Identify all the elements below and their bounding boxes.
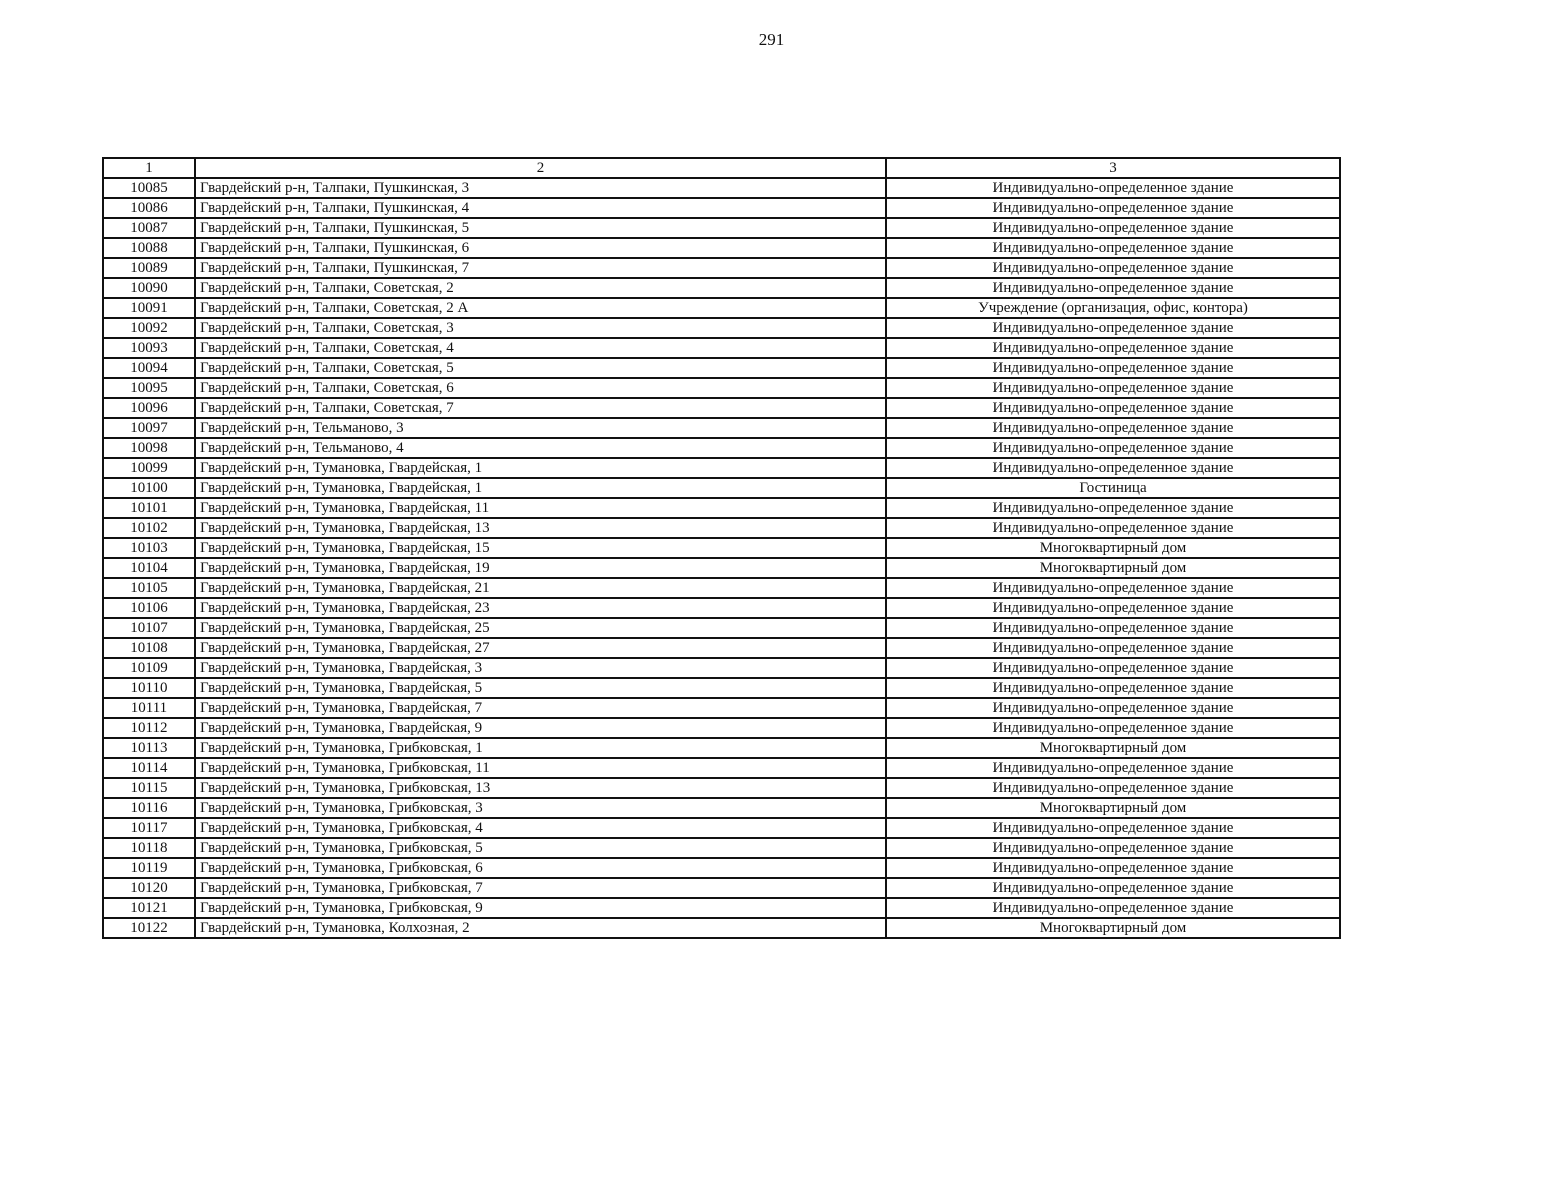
building-type-cell: Индивидуально-определенное здание	[886, 218, 1340, 238]
building-type-cell: Индивидуально-определенное здание	[886, 618, 1340, 638]
table-row	[103, 598, 1340, 618]
address-cell: Гвардейский р-н, Тумановка, Грибковская, 9	[195, 898, 886, 918]
building-type-cell: Индивидуально-определенное здание	[886, 658, 1340, 678]
table-row	[103, 558, 1340, 578]
table-row	[103, 678, 1340, 698]
address-cell: Гвардейский р-н, Тумановка, Гвардейская, 11	[195, 498, 886, 518]
table-row	[103, 898, 1340, 918]
address-cell: Гвардейский р-н, Тумановка, Гвардейская, 23	[195, 598, 886, 618]
table-body	[103, 178, 1340, 938]
row-number-cell: 10086	[103, 198, 195, 218]
row-number-cell: 10090	[103, 278, 195, 298]
address-cell: Гвардейский р-н, Тельманово, 4	[195, 438, 886, 458]
building-type-cell: Индивидуально-определенное здание	[886, 318, 1340, 338]
address-cell: Гвардейский р-н, Тумановка, Грибковская, 11	[195, 758, 886, 778]
table-row	[103, 498, 1340, 518]
row-number-cell: 10102	[103, 518, 195, 538]
row-number-cell: 10103	[103, 538, 195, 558]
row-number-cell: 10114	[103, 758, 195, 778]
row-number-cell: 10105	[103, 578, 195, 598]
address-cell: Гвардейский р-н, Тумановка, Гвардейская, 7	[195, 698, 886, 718]
building-type-cell: Индивидуально-определенное здание	[886, 458, 1340, 478]
building-type-cell: Индивидуально-определенное здание	[886, 838, 1340, 858]
table-row	[103, 638, 1340, 658]
row-number-cell: 10107	[103, 618, 195, 638]
building-type-cell: Многоквартирный дом	[886, 558, 1340, 578]
building-type-cell: Индивидуально-определенное здание	[886, 258, 1340, 278]
address-cell: Гвардейский р-н, Тумановка, Гвардейская, 21	[195, 578, 886, 598]
address-cell: Гвардейский р-н, Тумановка, Грибковская, 3	[195, 798, 886, 818]
table-row	[103, 318, 1340, 338]
table-header-row	[103, 158, 1340, 178]
table-row	[103, 298, 1340, 318]
building-type-cell: Индивидуально-определенное здание	[886, 678, 1340, 698]
building-type-cell: Индивидуально-определенное здание	[886, 398, 1340, 418]
table-row	[103, 458, 1340, 478]
row-number-cell: 10089	[103, 258, 195, 278]
table-row	[103, 578, 1340, 598]
table-row	[103, 618, 1340, 638]
address-cell: Гвардейский р-н, Тумановка, Грибковская, 4	[195, 818, 886, 838]
table-row	[103, 258, 1340, 278]
building-type-cell: Многоквартирный дом	[886, 918, 1340, 938]
row-number-cell: 10085	[103, 178, 195, 198]
address-cell: Гвардейский р-н, Тумановка, Гвардейская, 27	[195, 638, 886, 658]
table-row	[103, 438, 1340, 458]
address-cell: Гвардейский р-н, Талпаки, Советская, 7	[195, 398, 886, 418]
building-type-cell: Индивидуально-определенное здание	[886, 718, 1340, 738]
address-cell: Гвардейский р-н, Талпаки, Советская, 3	[195, 318, 886, 338]
row-number-cell: 10101	[103, 498, 195, 518]
row-number-cell: 10100	[103, 478, 195, 498]
address-cell: Гвардейский р-н, Талпаки, Советская, 4	[195, 338, 886, 358]
row-number-cell: 10120	[103, 878, 195, 898]
building-type-cell: Многоквартирный дом	[886, 798, 1340, 818]
row-number-cell: 10092	[103, 318, 195, 338]
row-number-cell: 10118	[103, 838, 195, 858]
table-row	[103, 758, 1340, 778]
address-cell: Гвардейский р-н, Тумановка, Грибковская, 1	[195, 738, 886, 758]
building-type-cell: Индивидуально-определенное здание	[886, 498, 1340, 518]
table-row	[103, 878, 1340, 898]
building-type-cell: Индивидуально-определенное здание	[886, 418, 1340, 438]
row-number-cell: 10093	[103, 338, 195, 358]
address-cell: Гвардейский р-н, Тумановка, Гвардейская, 19	[195, 558, 886, 578]
address-cell: Гвардейский р-н, Талпаки, Советская, 6	[195, 378, 886, 398]
table-row	[103, 398, 1340, 418]
address-cell: Гвардейский р-н, Тумановка, Гвардейская, 3	[195, 658, 886, 678]
building-type-cell: Гостиница	[886, 478, 1340, 498]
header-cell-number: 1	[103, 158, 195, 178]
building-type-cell: Индивидуально-определенное здание	[886, 278, 1340, 298]
building-type-cell: Индивидуально-определенное здание	[886, 898, 1340, 918]
building-type-cell: Индивидуально-определенное здание	[886, 238, 1340, 258]
address-cell: Гвардейский р-н, Тумановка, Гвардейская, 1	[195, 478, 886, 498]
row-number-cell: 10095	[103, 378, 195, 398]
table-row	[103, 838, 1340, 858]
building-type-cell: Индивидуально-определенное здание	[886, 598, 1340, 618]
table-row	[103, 798, 1340, 818]
table-row	[103, 238, 1340, 258]
building-type-cell: Многоквартирный дом	[886, 738, 1340, 758]
address-cell: Гвардейский р-н, Тумановка, Колхозная, 2	[195, 918, 886, 938]
row-number-cell: 10104	[103, 558, 195, 578]
header-cell-address: 2	[195, 158, 886, 178]
building-type-cell: Индивидуально-определенное здание	[886, 818, 1340, 838]
building-type-cell: Индивидуально-определенное здание	[886, 438, 1340, 458]
building-type-cell: Индивидуально-определенное здание	[886, 858, 1340, 878]
table-row	[103, 818, 1340, 838]
row-number-cell: 10113	[103, 738, 195, 758]
table-row	[103, 698, 1340, 718]
table-row	[103, 738, 1340, 758]
row-number-cell: 10116	[103, 798, 195, 818]
table-row	[103, 858, 1340, 878]
address-cell: Гвардейский р-н, Талпаки, Пушкинская, 5	[195, 218, 886, 238]
table-row	[103, 718, 1340, 738]
address-cell: Гвардейский р-н, Тумановка, Грибковская, 6	[195, 858, 886, 878]
building-type-cell: Индивидуально-определенное здание	[886, 198, 1340, 218]
address-cell: Гвардейский р-н, Тумановка, Гвардейская, 9	[195, 718, 886, 738]
row-number-cell: 10108	[103, 638, 195, 658]
building-type-cell: Индивидуально-определенное здание	[886, 518, 1340, 538]
address-cell: Гвардейский р-н, Тумановка, Гвардейская, 15	[195, 538, 886, 558]
table-row	[103, 378, 1340, 398]
row-number-cell: 10110	[103, 678, 195, 698]
building-type-cell: Индивидуально-определенное здание	[886, 358, 1340, 378]
address-cell: Гвардейский р-н, Тумановка, Грибковская, 13	[195, 778, 886, 798]
table-row	[103, 178, 1340, 198]
table-row	[103, 338, 1340, 358]
table-row	[103, 218, 1340, 238]
address-cell: Гвардейский р-н, Тумановка, Грибковская, 5	[195, 838, 886, 858]
table-row	[103, 918, 1340, 938]
address-cell: Гвардейский р-н, Талпаки, Советская, 2	[195, 278, 886, 298]
address-cell: Гвардейский р-н, Тумановка, Грибковская, 7	[195, 878, 886, 898]
address-cell: Гвардейский р-н, Тумановка, Гвардейская, 25	[195, 618, 886, 638]
table-row	[103, 198, 1340, 218]
address-cell: Гвардейский р-н, Талпаки, Советская, 2 А	[195, 298, 886, 318]
table-row	[103, 278, 1340, 298]
row-number-cell: 10115	[103, 778, 195, 798]
building-type-cell: Индивидуально-определенное здание	[886, 178, 1340, 198]
row-number-cell: 10087	[103, 218, 195, 238]
building-type-cell: Индивидуально-определенное здание	[886, 698, 1340, 718]
building-type-cell: Многоквартирный дом	[886, 538, 1340, 558]
row-number-cell: 10122	[103, 918, 195, 938]
table-row	[103, 478, 1340, 498]
row-number-cell: 10109	[103, 658, 195, 678]
table-row	[103, 538, 1340, 558]
row-number-cell: 10099	[103, 458, 195, 478]
property-table	[102, 157, 1341, 939]
address-cell: Гвардейский р-н, Талпаки, Пушкинская, 3	[195, 178, 886, 198]
address-cell: Гвардейский р-н, Талпаки, Советская, 5	[195, 358, 886, 378]
building-type-cell: Индивидуально-определенное здание	[886, 338, 1340, 358]
building-type-cell: Индивидуально-определенное здание	[886, 378, 1340, 398]
table-row	[103, 518, 1340, 538]
row-number-cell: 10119	[103, 858, 195, 878]
table-row	[103, 658, 1340, 678]
building-type-cell: Индивидуально-определенное здание	[886, 578, 1340, 598]
address-cell: Гвардейский р-н, Тумановка, Гвардейская, 5	[195, 678, 886, 698]
row-number-cell: 10096	[103, 398, 195, 418]
row-number-cell: 10088	[103, 238, 195, 258]
row-number-cell: 10094	[103, 358, 195, 378]
address-cell: Гвардейский р-н, Тельманово, 3	[195, 418, 886, 438]
row-number-cell: 10091	[103, 298, 195, 318]
address-cell: Гвардейский р-н, Талпаки, Пушкинская, 6	[195, 238, 886, 258]
row-number-cell: 10121	[103, 898, 195, 918]
row-number-cell: 10112	[103, 718, 195, 738]
row-number-cell: 10097	[103, 418, 195, 438]
building-type-cell: Индивидуально-определенное здание	[886, 638, 1340, 658]
row-number-cell: 10098	[103, 438, 195, 458]
table-row	[103, 358, 1340, 378]
address-cell: Гвардейский р-н, Талпаки, Пушкинская, 4	[195, 198, 886, 218]
row-number-cell: 10111	[103, 698, 195, 718]
row-number-cell: 10106	[103, 598, 195, 618]
address-cell: Гвардейский р-н, Тумановка, Гвардейская, 13	[195, 518, 886, 538]
building-type-cell: Индивидуально-определенное здание	[886, 778, 1340, 798]
row-number-cell: 10117	[103, 818, 195, 838]
building-type-cell: Учреждение (организация, офис, контора)	[886, 298, 1340, 318]
table-row	[103, 778, 1340, 798]
address-cell: Гвардейский р-н, Талпаки, Пушкинская, 7	[195, 258, 886, 278]
table-row	[103, 418, 1340, 438]
building-type-cell: Индивидуально-определенное здание	[886, 878, 1340, 898]
address-cell: Гвардейский р-н, Тумановка, Гвардейская, 1	[195, 458, 886, 478]
building-type-cell: Индивидуально-определенное здание	[886, 758, 1340, 778]
header-cell-type: 3	[886, 158, 1340, 178]
page-number: 291	[758, 30, 785, 49]
